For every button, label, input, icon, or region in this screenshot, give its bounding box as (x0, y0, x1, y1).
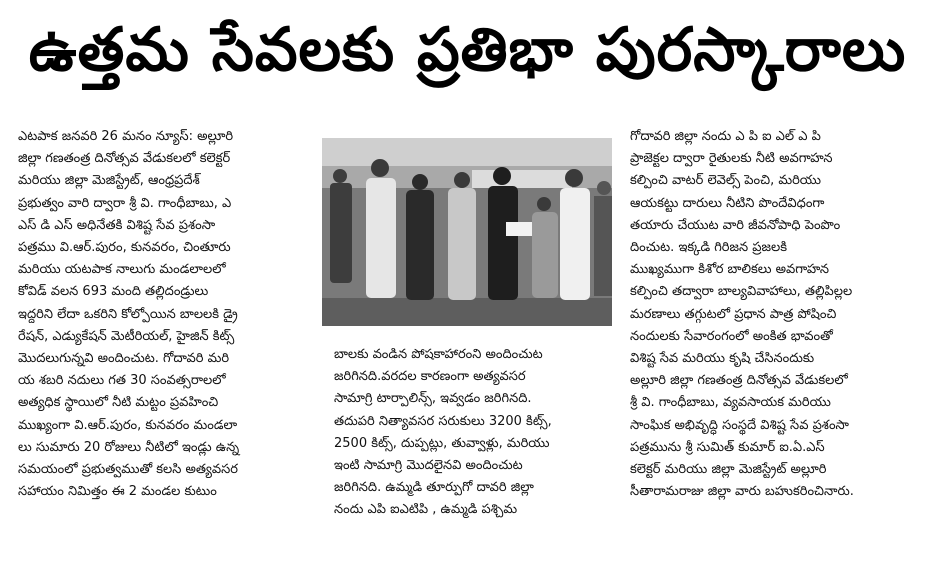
article-line: ప్రభుత్వం వారి ద్వారా శ్రీ వి. గాంధీబాబు, ఎ (18, 195, 232, 211)
article-line: కల్పించి తద్వారా బాల్యవివాహాలు, తల్లిపిల్లల (630, 284, 853, 300)
article-line: 2500 కిట్స్, దుప్పట్లు, తువ్వాళ్లు, మరియు (334, 435, 550, 451)
award-ceremony-photo (322, 138, 612, 326)
article-line: రేషన్, ఎడ్యుకేషన్ మెటీరియల్, హైజిన్ కిట్స్ (18, 328, 235, 344)
article-line: కలెక్టర్ మరియు జిల్లా మెజిస్ట్రేట్ అల్లూరి (630, 462, 827, 478)
article-line: సహాయం నిమిత్తం ఈ 2 మండల కుటుం (18, 484, 217, 500)
article-line: నందు ఎపి ఐఎటిపి , ఉమ్మడి పశ్చిమ (334, 502, 518, 518)
article-line: అల్లూరి జిల్లా గణతంత్ర దినోత్సవ వేడుకలలో (630, 373, 848, 389)
article-line: అత్యధిక స్థాయిలో నీటి మట్టం ప్రవహించి (18, 395, 219, 411)
article-line: ముఖ్యముగా కిశోర బాలికలు అవగాహన (630, 262, 830, 278)
article-line: య శబరి నదులు గత 30 సంవత్సరాలలో (18, 373, 226, 389)
article-line: ఆయకట్టు దారులు నీటిని పొందేవిధంగా (630, 195, 825, 211)
article-line: కల్పించి వాటర్ లెవెల్స్ పెంచి, మరియు (630, 173, 822, 189)
article-line: మొదలుగున్నవి అందించుట. గోదావరి మరి (18, 351, 230, 367)
article-line: మరియు యటపాక నాలుగు మండలాలలో (18, 262, 226, 278)
article-line: ముఖ్యంగా వి.ఆర్.పురం, కునవరం మండలా (18, 417, 238, 433)
article-line: లు సుమారు 20 రోజులు నీటిలో ఇండ్లు ఉన్న (18, 439, 240, 455)
article-line: మరణాలు తగ్గుటలో ప్రధాన పాత్ర పోషించి (630, 306, 837, 322)
article-line: జిల్లా గణతంత్ర దినోత్సవ వేడుకలలో కలెక్టర్ (18, 151, 231, 167)
article-column-1 (18, 126, 318, 503)
photo-illustration (322, 138, 612, 326)
article-line: సాంఘిక అభివృద్ధి సంస్థదే విశిష్ట సేవ ప్రశంసా (630, 417, 849, 433)
article-line: శ్రీ వి. గాంధీబాబు, వ్యవసాయక మరియు (630, 395, 831, 411)
article-line: పత్రము వి.ఆర్.పురం, కునవరం, చింతూరు (18, 240, 231, 256)
article-line: ప్రాజెక్టల ద్వారా రైతులకు నీటి అవగాహన (630, 151, 833, 167)
article-line: తయారు చేయుట వారి జీవనోపాధి పెంపొం (630, 217, 841, 233)
article-line: సమయంలో ప్రభుత్వముతో కలసి అత్యవసర (18, 462, 239, 478)
article-line: జరిగినది. ఉమ్మడి తూర్పుగో దావరి జిల్లా (334, 480, 534, 496)
article-line: పత్రమును శ్రీ సుమిత్ కుమార్ ఐ.ఏ.ఎస్ (630, 439, 825, 455)
article-line: నందులకు సేవారంగంలో అంకిత భావంతో (630, 328, 833, 344)
article-line: గోదావరి జిల్లా నందు ఎ పి ఐ ఎల్ ఎ పి (630, 129, 821, 144)
article-line: కోవిడ్ వలన 693 మంది తల్లిదండ్రులు (18, 284, 209, 300)
article-line: ఇద్దరిని లేదా ఒకరిని కోల్పోయిన బాలలకి డ్రై (18, 306, 238, 322)
article-line: మరియు జిల్లా మెజిస్ట్రేట్, ఆంధ్రప్రదేశ్ (18, 173, 200, 189)
headline: ఉత్తమ సేవలకు ప్రతిభా పురస్కారాలు (28, 15, 907, 85)
article-line: విశిష్ట సేవ మరియు కృషి చేసినందుకు (630, 351, 815, 367)
article-line: ఎటపాక జనవరి 26 మనం న్యూస్: అల్లూరి (18, 129, 234, 144)
article-line: తదుపరి నిత్యావసర సరుకులు 3200 కిట్స్, (334, 413, 552, 429)
article-line: సామాగ్రి టార్పాలిన్స్, ఇవ్వడం జరిగినది. (334, 391, 532, 407)
article-line: జరిగినది.వరదల కారణంగా అత్యవసర (334, 369, 526, 385)
article-line: దించుట. ఇక్కడి గిరిజన ప్రజలకి (630, 240, 788, 256)
article-line: ఇంటి సామాగ్రి మొదలైనవి అందించుట (334, 458, 523, 474)
article-line: ఎస్ డి ఎస్ అధినేతకి విశిష్ట సేవ ప్రశంసా (18, 217, 216, 233)
article-line: బాలకు వండిన పోషకాహారంని అందించుట (334, 347, 543, 362)
article-line: సీతారామరాజు జిల్లా వారు బహుకరించినారు. (630, 484, 854, 500)
article-column-3 (630, 126, 920, 503)
article-column-2 (334, 344, 612, 522)
